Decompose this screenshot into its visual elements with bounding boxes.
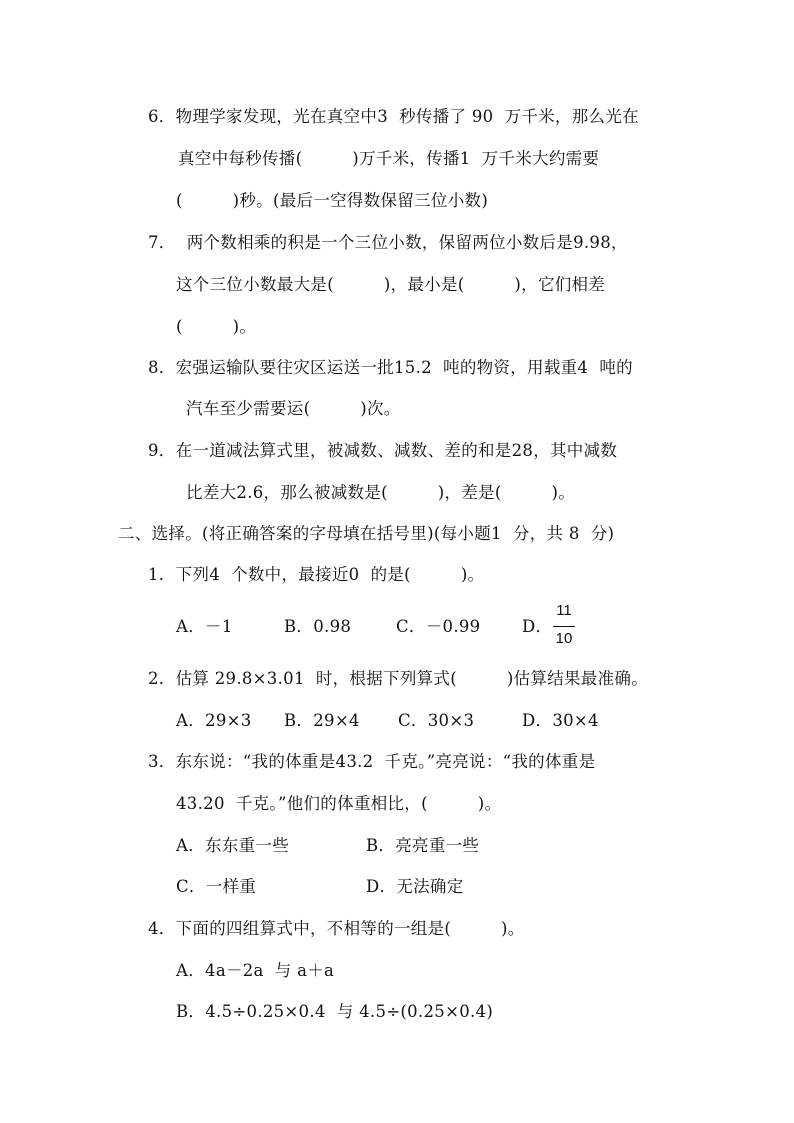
- q9-line1: 9．在一道减法算式里，被减数、减数、差的和是28，其中减数: [148, 441, 618, 460]
- c3-option-b: B．亮亮重一些: [366, 836, 480, 855]
- c1-option-c: C．－0.99: [396, 617, 481, 636]
- c2-option-b: B．29×4: [284, 711, 360, 730]
- c4-option-a: A．4a－2a 与 a＋a: [176, 961, 335, 980]
- c1-frac-bar: [553, 626, 575, 627]
- q9-line2: 比差大2.6，那么被减数是( )，差是( )。: [186, 483, 576, 502]
- c1-frac-denominator: 10: [555, 630, 573, 647]
- c1-option-a: A．－1: [176, 617, 233, 636]
- c2-option-c: C．30×3: [398, 711, 475, 730]
- q7-line2: 这个三位小数最大是( )，最小是( )，它们相差: [176, 275, 606, 294]
- q8-line2: 汽车至少需要运( )次。: [186, 399, 401, 418]
- c1-option-b: B．0.98: [284, 617, 352, 636]
- c1-frac-numerator: 11: [556, 602, 572, 619]
- c4-option-b: B．4.5÷0.25×0.4 与 4.5÷(0.25×0.4): [176, 1002, 494, 1021]
- c4-question: 4．下面的四组算式中，不相等的一组是( )。: [148, 919, 525, 938]
- c3-line2: 43.20 千克。”他们的体重相比，( )。: [176, 794, 502, 813]
- q8-line1: 8．宏强运输队要往灾区运送一批15.2 吨的物资，用载重4 吨的: [148, 358, 633, 377]
- c2-question: 2．估算 29.8×3.01 时，根据下列算式( )估算结果最准确。: [148, 669, 649, 688]
- section2-heading: 二、选择。(将正确答案的字母填在括号里)(每小题1 分，共 8 分): [118, 524, 615, 543]
- q6-line1: 6．物理学家发现，光在真空中3 秒传播了 90 万千米，那么光在: [148, 107, 639, 126]
- c2-option-a: A．29×3: [176, 711, 252, 730]
- q6-line2: 真空中每秒传播( )万千米，传播1 万千米大约需要: [178, 149, 600, 168]
- c3-line1: 3．东东说：“我的体重是43.2 千克。”亮亮说：“我的体重是: [148, 752, 596, 771]
- c3-option-a: A．东东重一些: [176, 836, 290, 855]
- c3-option-d: D．无法确定: [366, 877, 464, 896]
- c3-option-c: C．一样重: [176, 877, 257, 896]
- q7-line1: 7． 两个数相乘的积是一个三位小数，保留两位小数后是9.98，: [148, 233, 628, 252]
- c1-option-d: D．: [522, 617, 553, 636]
- c1-question: 1．下列4 个数中，最接近0 的是( )。: [148, 565, 485, 584]
- c2-option-d: D．30×4: [522, 711, 599, 730]
- q7-line3: ( )。: [176, 317, 257, 336]
- q6-line3: ( )秒。(最后一空得数保留三位小数): [176, 191, 489, 210]
